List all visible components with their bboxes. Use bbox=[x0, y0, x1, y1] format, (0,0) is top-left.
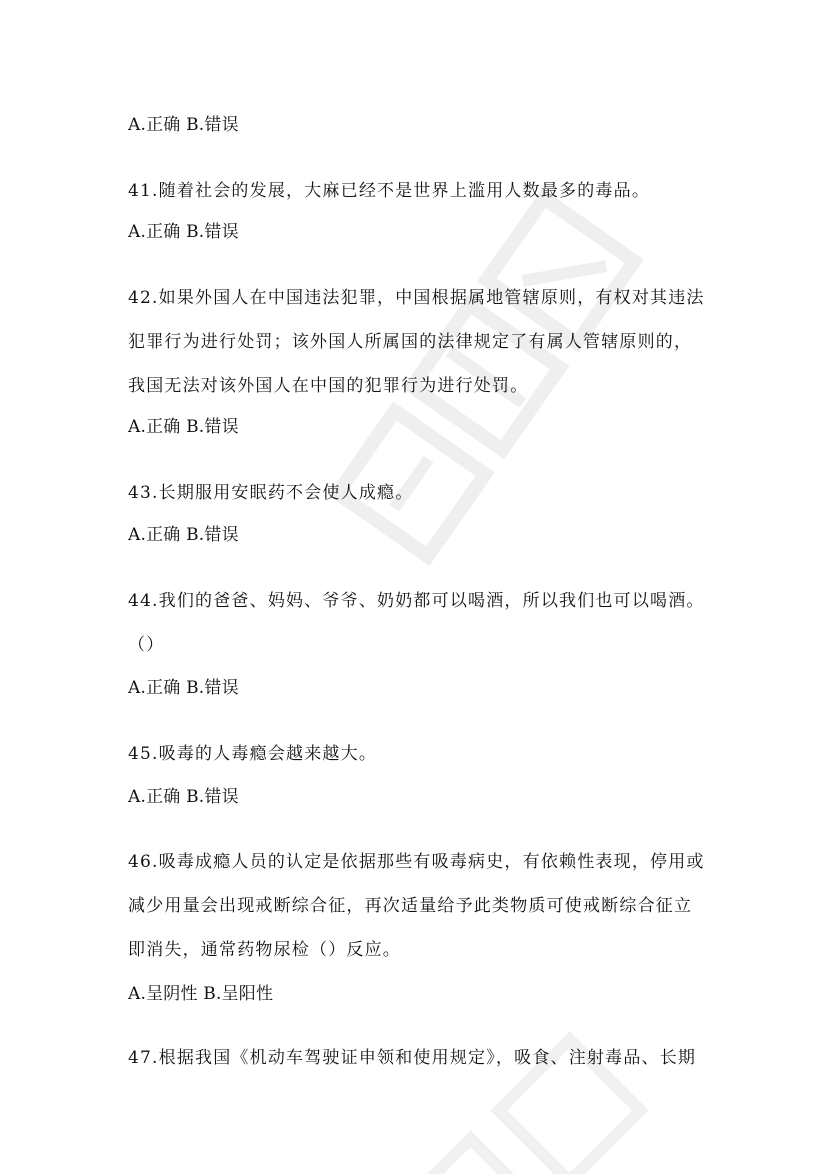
q45-options: A.正确 B.错误 bbox=[128, 787, 239, 807]
q46-text-line2: 减少用量会出现戒断综合征，再次适量给予此类物质可使戒断综合征立 bbox=[128, 896, 693, 916]
q42-text-line2: 犯罪行为进行处罚；该外国人所属国的法律规定了有属人管辖原则的， bbox=[128, 332, 693, 352]
q41-options: A.正确 B.错误 bbox=[128, 222, 239, 242]
q46-text-line1: 46.吸毒成瘾人员的认定是依据那些有吸毒病史，有依赖性表现，停用或 bbox=[128, 852, 705, 872]
q43-text: 43.长期服用安眠药不会使人成瘾。 bbox=[128, 483, 414, 503]
q44-text-line1: 44.我们的爸爸、妈妈、爷爷、奶奶都可以喝酒，所以我们也可以喝酒。 bbox=[128, 591, 705, 611]
q46-options: A.呈阴性 B.呈阳性 bbox=[128, 984, 274, 1004]
q41-text: 41.随着社会的发展，大麻已经不是世界上滥用人数最多的毒品。 bbox=[128, 181, 651, 201]
q43-options: A.正确 B.错误 bbox=[128, 525, 239, 545]
q44-options: A.正确 B.错误 bbox=[128, 678, 239, 698]
q42-options: A.正确 B.错误 bbox=[128, 417, 239, 437]
q42-text-line1: 42.如果外国人在中国违法犯罪，中国根据属地管辖原则，有权对其违法 bbox=[128, 288, 705, 308]
q46-text-line3: 即消失，通常药物尿检（）反应。 bbox=[128, 940, 401, 960]
q42-text-line3: 我国无法对该外国人在中国的犯罪行为进行处罚。 bbox=[128, 376, 529, 396]
q47-text-line1: 47.根据我国《机动车驾驶证申领和使用规定》，吸食、注射毒品、长期 bbox=[128, 1048, 697, 1068]
q40-options: A.正确 B.错误 bbox=[128, 115, 239, 135]
q45-text: 45.吸毒的人毒瘾会越来越大。 bbox=[128, 744, 378, 764]
q44-text-line2: （） bbox=[128, 635, 165, 655]
